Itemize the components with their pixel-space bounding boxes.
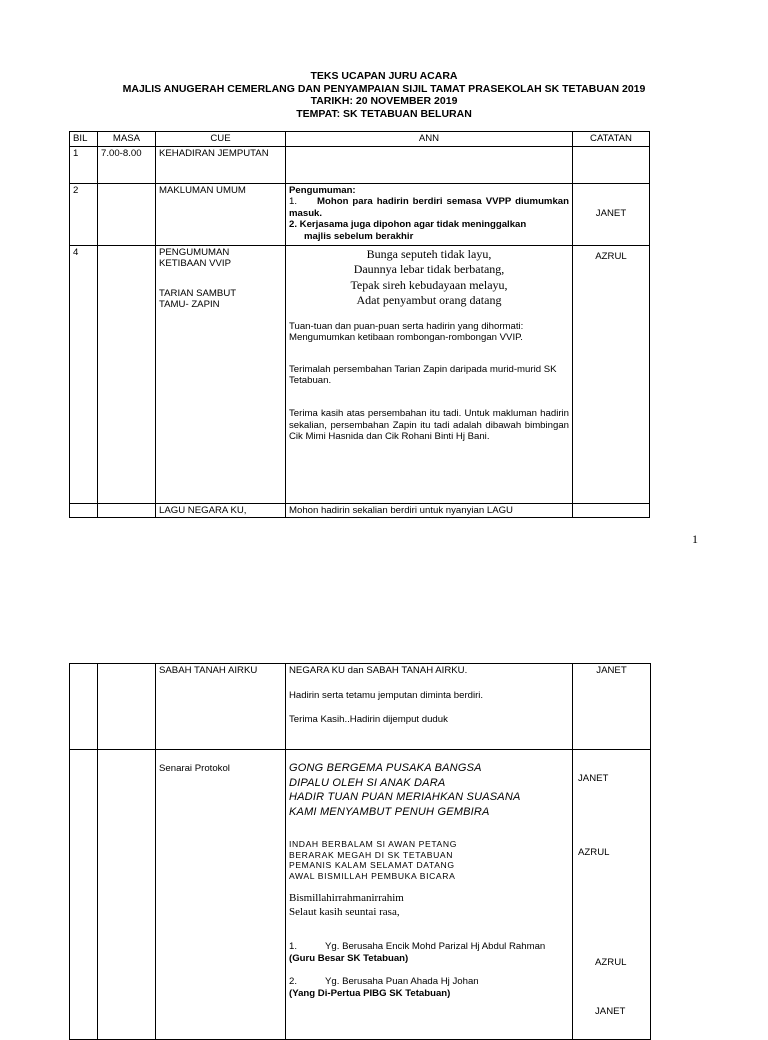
verse-gong: GONG BERGEMA PUSAKA BANGSA DIPALU OLEH SI ANAK DARA HADIR TUAN PUAN MERIAHKAN SUASANA KAMI MENYAMBUT PENUH GEMBIRA	[289, 762, 521, 818]
row-ann	[286, 750, 573, 1040]
col-header-bil: BIL	[70, 132, 98, 147]
announcement-paragraph: Terima kasih atas persembahan itu tadi. Untuk makluman hadirin sekalian, persembahan Zapin itu tadi adalah dibawah bimbingan Cik Mimi Hasnida dan Cik Rohani Binti Hj Bani.	[289, 407, 569, 443]
col-header-cue: CUE	[156, 132, 286, 147]
col-header-masa: MASA	[98, 132, 156, 147]
announcement-paragraph: Terima Kasih..Hadirin dijemput duduk	[289, 714, 448, 726]
col-header-ann: ANN	[286, 132, 573, 147]
header-venue: TEMPAT: SK TETABUAN BELURAN	[296, 107, 472, 120]
row-bil	[70, 750, 98, 1040]
protocol-title: (Guru Besar SK Tetabuan)	[289, 952, 409, 964]
header-date: TARIKH: 20 NOVEMBER 2019	[310, 95, 458, 107]
program-table-page1	[69, 131, 650, 518]
row-catatan: JANET	[573, 664, 651, 750]
table-row	[70, 503, 650, 518]
row-masa	[98, 750, 156, 1040]
announcement-paragraph: Terimalah persembahan Tarian Zapin daripada murid-murid SK Tetabuan.	[289, 363, 557, 387]
row-cue	[156, 245, 286, 503]
row-ann	[286, 664, 573, 750]
row-ann: Mohon hadirin sekalian berdiri untuk nyanyian LAGU	[286, 503, 573, 518]
page-number: 1	[692, 532, 698, 546]
row-masa: 7.00-8.00	[98, 146, 156, 183]
catatan-note: JANET	[578, 773, 609, 784]
row-bil: 4	[70, 245, 98, 503]
announcement-paragraph: Tuan-tuan dan puan-puan serta hadirin yang dihormati: Mengumumkan ketibaan rombongan-rombongan VVIP.	[289, 320, 524, 344]
opening-greeting: Bismillahirrahmanirrahim Selaut kasih seuntai rasa,	[289, 892, 404, 918]
catatan-note: JANET	[595, 1006, 626, 1017]
row-cue: Senarai Protokol	[156, 750, 286, 1040]
row-masa	[98, 503, 156, 518]
row-catatan	[573, 146, 650, 183]
protocol-name: Yg. Berusaha Puan Ahada Hj Johan	[325, 976, 479, 988]
row-masa	[98, 245, 156, 503]
row-masa	[98, 183, 156, 245]
row-cue: LAGU NEGARA KU,	[156, 503, 286, 518]
row-ann	[286, 183, 573, 245]
cue-zapin: TARIAN SAMBUT TAMU- ZAPIN	[159, 287, 236, 311]
catatan-note: AZRUL	[578, 847, 610, 858]
row-cue: SABAH TANAH AIRKU	[156, 664, 286, 750]
verse-awan: INDAH BERBALAM SI AWAN PETANG BERARAK MEGAH DI SK TETABUAN PEMANIS KALAM SELAMAT DATANG AWAL BISMILLAH PEMBUKA BICARA	[289, 839, 457, 881]
table-row	[70, 183, 650, 245]
table-row	[70, 664, 651, 750]
row-masa	[98, 664, 156, 750]
announcement-heading: Pengumuman:	[289, 184, 356, 196]
header-event: MAJLIS ANUGERAH CEMERLANG DAN PENYAMPAIAN SIJIL TAMAT PRASEKOLAH SK TETABUAN 2019	[122, 82, 646, 95]
document-header	[0, 70, 768, 120]
table-row	[70, 245, 650, 503]
catatan-note: AZRUL	[595, 957, 627, 968]
row-catatan: AZRUL	[573, 245, 650, 503]
table-header-row	[70, 132, 650, 147]
table-row	[70, 750, 651, 1040]
protocol-item: 2. Yg. Berusaha Puan Ahada Hj Johan (Yang Di-Pertua PIBG SK Tetabuan)	[289, 976, 569, 999]
announcement-item: 2. Kerjasama juga dipohon agar tidak meninggalkan	[289, 219, 527, 231]
row-catatan: JANET	[573, 183, 650, 245]
header-title: TEKS UCAPAN JURU ACARA	[310, 70, 458, 82]
protocol-title: (Yang Di-Pertua PIBG SK Tetabuan)	[289, 987, 451, 999]
row-cue: KEHADIRAN JEMPUTAN	[156, 146, 286, 183]
announcement-paragraph: NEGARA KU dan SABAH TANAH AIRKU.	[289, 665, 468, 676]
row-bil: 2	[70, 183, 98, 245]
row-bil	[70, 503, 98, 518]
cue-vvip: PENGUMUMAN KETIBAAN VVIP	[159, 246, 231, 270]
announcement-item: 1. Mohon para hadirin berdiri semasa VVPP diumumkan masuk.	[289, 196, 569, 219]
row-bil: 1	[70, 146, 98, 183]
protocol-name: Yg. Berusaha Encik Mohd Parizal Hj Abdul Rahman	[325, 941, 546, 952]
row-ann	[286, 245, 573, 503]
row-catatan	[573, 750, 651, 1040]
row-cue: MAKLUMAN UMUM	[156, 183, 286, 245]
program-table-page2	[69, 663, 651, 1040]
announcement-paragraph: Hadirin serta tetamu jemputan diminta berdiri.	[289, 689, 484, 701]
announcement-item-cont: majlis sebelum berakhir	[304, 230, 414, 242]
protocol-item: 1. Yg. Berusaha Encik Mohd Parizal Hj Abdul Rahman (Guru Besar SK Tetabuan)	[289, 941, 569, 964]
table-row	[70, 146, 650, 183]
col-header-catatan: CATATAN	[573, 132, 650, 147]
row-bil	[70, 664, 98, 750]
pantun: Bunga seputeh tidak layu, Daunnya lebar tidak berbatang, Tepak sireh kebudayaan melayu, Adat penyambut orang datang	[350, 246, 508, 308]
row-catatan	[573, 503, 650, 518]
row-ann	[286, 146, 573, 183]
